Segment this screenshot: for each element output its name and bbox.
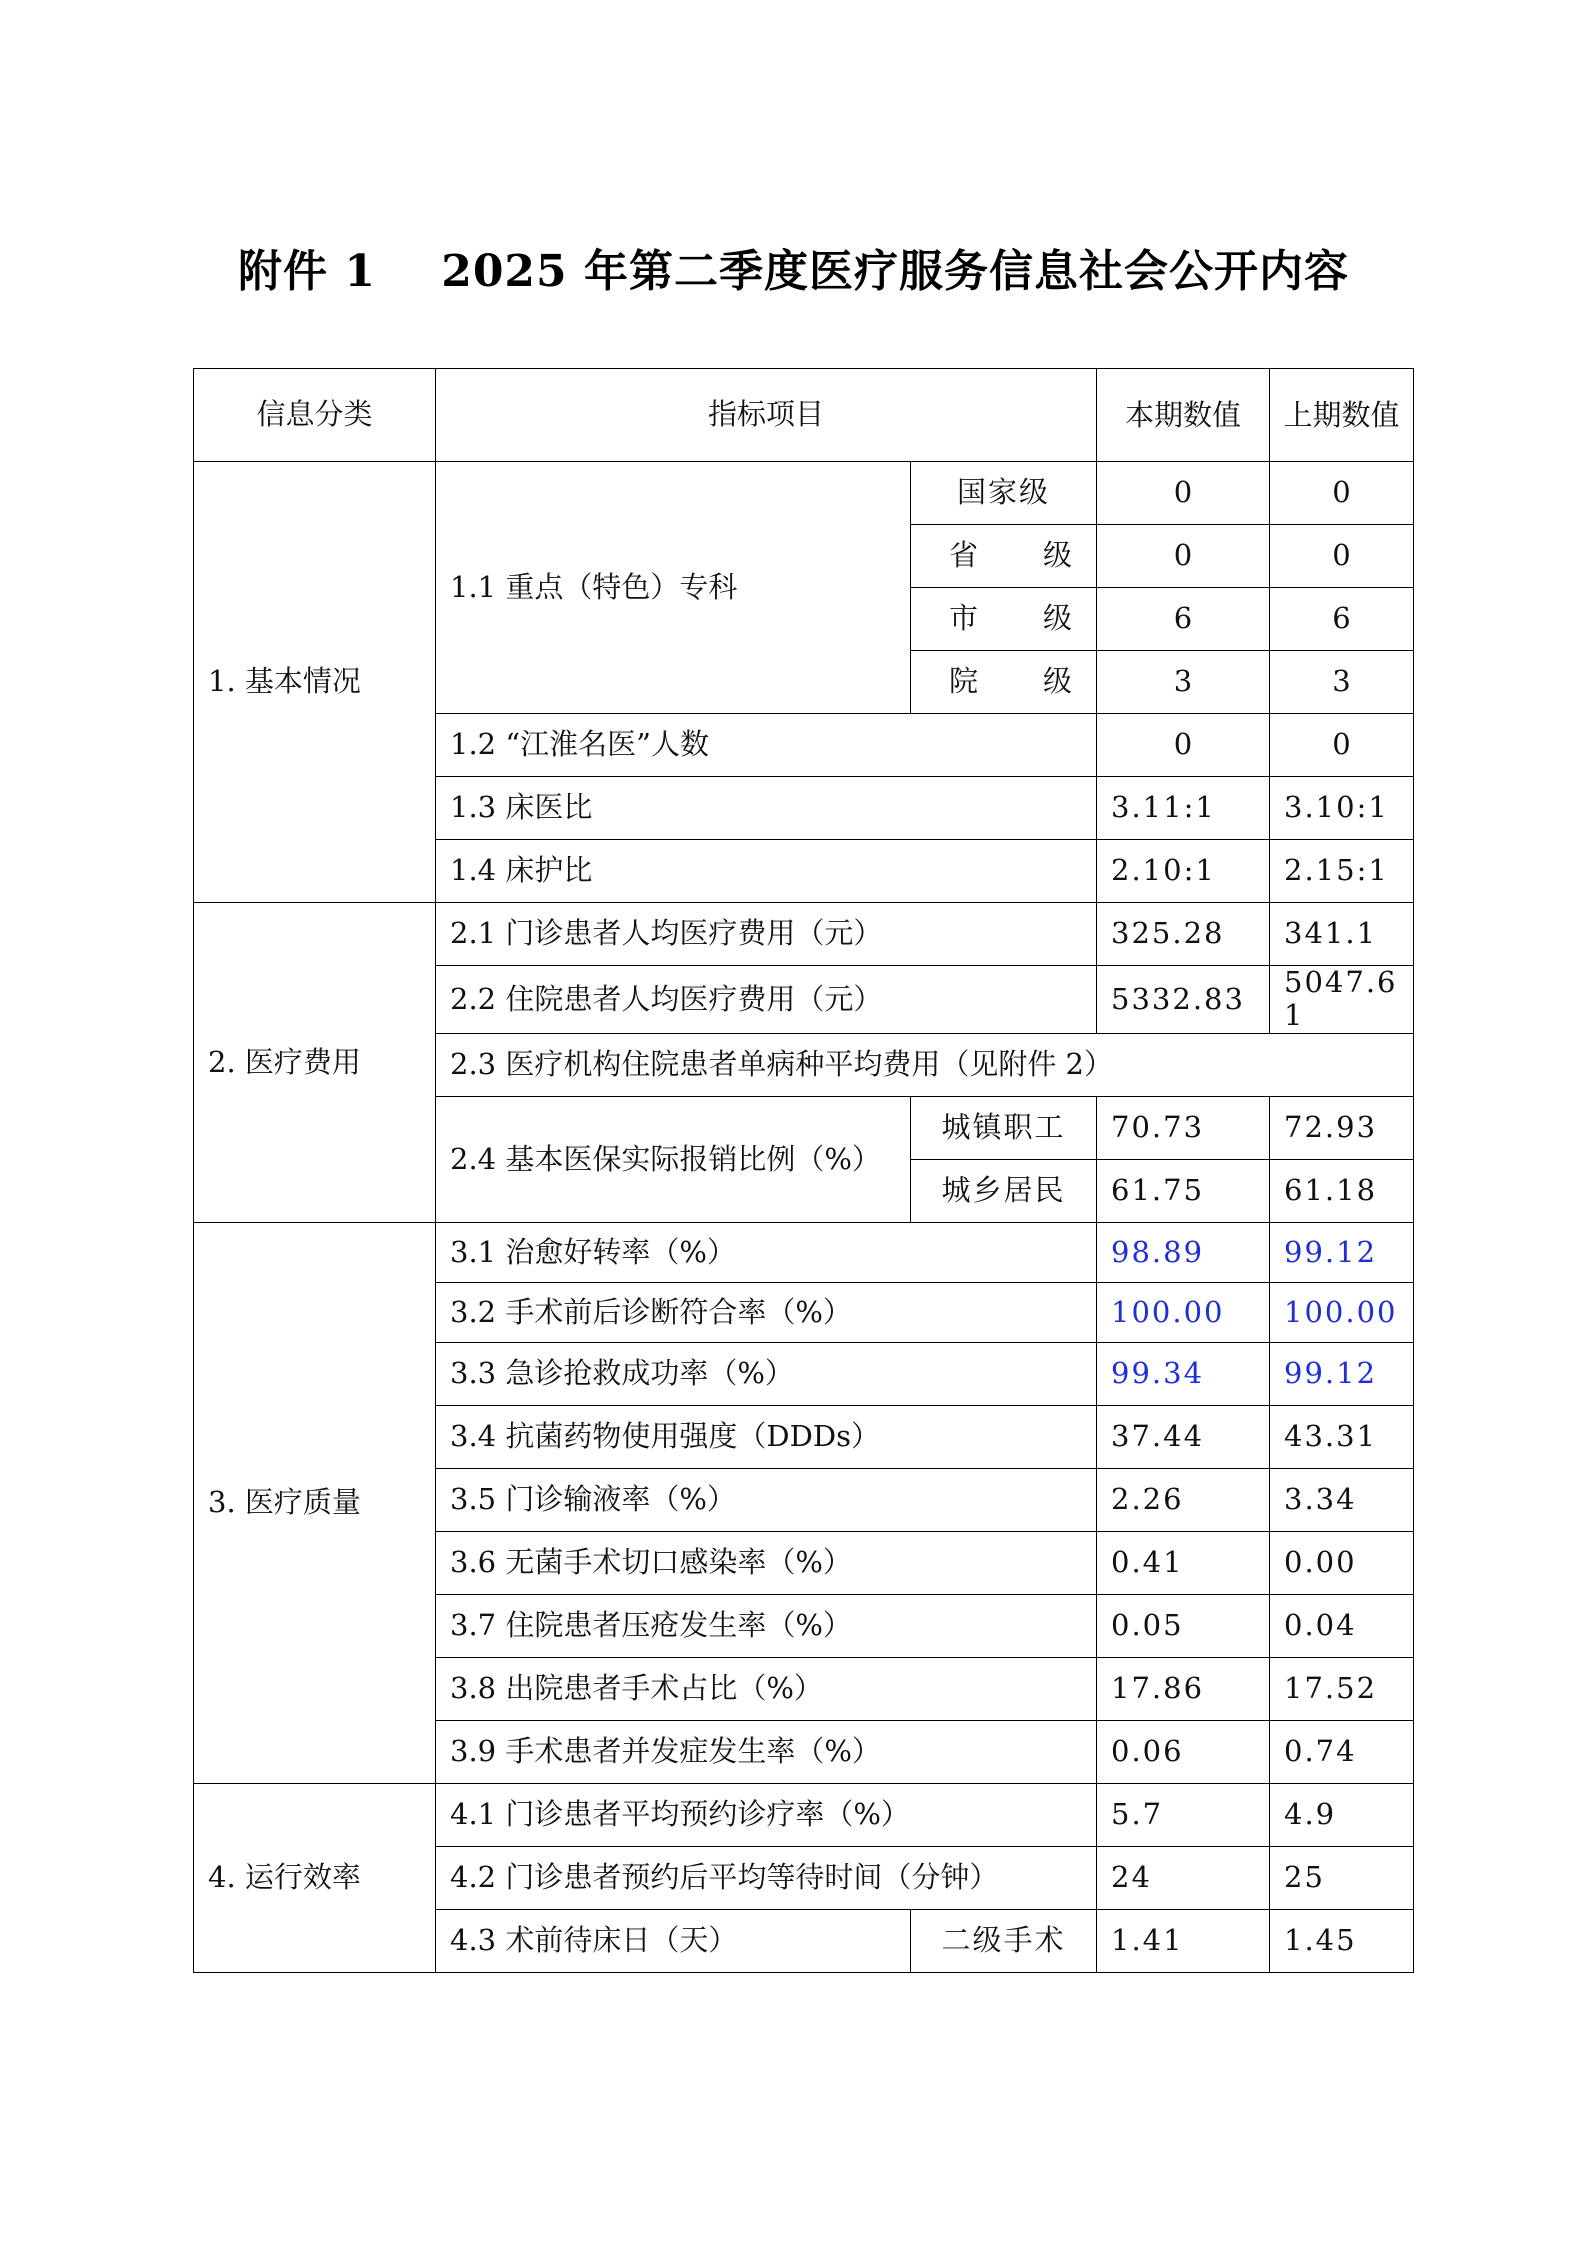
sub-label: 省 级 (911, 525, 1097, 588)
sub-label: 城镇职工 (911, 1096, 1097, 1159)
section-efficiency: 4. 运行效率 (194, 1783, 436, 1972)
current-value: 61.75 (1097, 1159, 1270, 1222)
previous-value: 61.18 (1270, 1159, 1414, 1222)
current-value: 99.34 (1097, 1342, 1270, 1405)
row-label: 2.1 门诊患者人均医疗费用（元） (436, 903, 1097, 966)
row-label: 3.3 急诊抢救成功率（%） (436, 1342, 1097, 1405)
row-label: 4.2 门诊患者预约后平均等待时间（分钟） (436, 1846, 1097, 1909)
sub-label: 城乡居民 (911, 1159, 1097, 1222)
previous-value: 43.31 (1270, 1405, 1414, 1468)
previous-value: 3.34 (1270, 1468, 1414, 1531)
row-label: 1.2 “江淮名医”人数 (436, 714, 1097, 777)
section-basic: 1. 基本情况 (194, 462, 436, 903)
current-value: 0 (1097, 525, 1270, 588)
row-label: 1.3 床医比 (436, 777, 1097, 840)
page-title: 附件 1 2025 年第二季度医疗服务信息社会公开内容 (238, 246, 1349, 297)
row-label: 3.4 抗菌药物使用强度（DDDs） (436, 1405, 1097, 1468)
previous-value: 0.00 (1270, 1531, 1414, 1594)
previous-value: 4.9 (1270, 1783, 1414, 1846)
previous-value: 5047.61 (1270, 966, 1414, 1034)
current-value: 0 (1097, 714, 1270, 777)
sub-label: 二级手术 (911, 1909, 1097, 1972)
previous-value: 0.74 (1270, 1720, 1414, 1783)
current-value: 6 (1097, 588, 1270, 651)
row-label: 3.7 住院患者压疮发生率（%） (436, 1594, 1097, 1657)
previous-value: 3 (1270, 651, 1414, 714)
sub-label: 院 级 (911, 651, 1097, 714)
previous-value: 100.00 (1270, 1282, 1414, 1342)
row-label: 2.4 基本医保实际报销比例（%） (436, 1096, 911, 1222)
previous-value: 0.04 (1270, 1594, 1414, 1657)
row-label: 3.2 手术前后诊断符合率（%） (436, 1282, 1097, 1342)
current-value: 0 (1097, 462, 1270, 525)
current-value: 17.86 (1097, 1657, 1270, 1720)
previous-value: 0 (1270, 462, 1414, 525)
current-value: 98.89 (1097, 1222, 1270, 1282)
section-cost: 2. 医疗费用 (194, 903, 436, 1223)
current-value: 2.10:1 (1097, 840, 1270, 903)
row-label: 1.4 床护比 (436, 840, 1097, 903)
section-quality: 3. 医疗质量 (194, 1222, 436, 1783)
header-row (194, 369, 1414, 462)
row-label: 1.1 重点（特色）专科 (436, 462, 911, 714)
table-row (194, 1783, 1414, 1846)
current-value: 0.06 (1097, 1720, 1270, 1783)
table-row (194, 1222, 1414, 1282)
current-value: 70.73 (1097, 1096, 1270, 1159)
row-label: 3.9 手术患者并发症发生率（%） (436, 1720, 1097, 1783)
row-label: 2.2 住院患者人均医疗费用（元） (436, 966, 1097, 1034)
previous-value: 99.12 (1270, 1222, 1414, 1282)
row-label: 2.3 医疗机构住院患者单病种平均费用（见附件 2） (436, 1033, 1414, 1096)
previous-value: 25 (1270, 1846, 1414, 1909)
previous-value: 99.12 (1270, 1342, 1414, 1405)
sub-label: 国家级 (911, 462, 1097, 525)
previous-value: 341.1 (1270, 903, 1414, 966)
header-current: 本期数值 (1097, 369, 1270, 462)
info-table (193, 368, 1414, 1973)
row-label: 4.1 门诊患者平均预约诊疗率（%） (436, 1783, 1097, 1846)
row-label: 3.6 无菌手术切口感染率（%） (436, 1531, 1097, 1594)
current-value: 5332.83 (1097, 966, 1270, 1034)
table-row (194, 903, 1414, 966)
current-value: 5.7 (1097, 1783, 1270, 1846)
row-label: 4.3 术前待床日（天） (436, 1909, 911, 1972)
header-previous: 上期数值 (1270, 369, 1414, 462)
current-value: 0.41 (1097, 1531, 1270, 1594)
header-item: 指标项目 (436, 369, 1097, 462)
current-value: 3.11:1 (1097, 777, 1270, 840)
current-value: 37.44 (1097, 1405, 1270, 1468)
current-value: 24 (1097, 1846, 1270, 1909)
row-label: 3.1 治愈好转率（%） (436, 1222, 1097, 1282)
current-value: 100.00 (1097, 1282, 1270, 1342)
previous-value: 1.45 (1270, 1909, 1414, 1972)
sub-label: 市 级 (911, 588, 1097, 651)
previous-value: 6 (1270, 588, 1414, 651)
current-value: 0.05 (1097, 1594, 1270, 1657)
previous-value: 0 (1270, 525, 1414, 588)
current-value: 1.41 (1097, 1909, 1270, 1972)
row-label: 3.8 出院患者手术占比（%） (436, 1657, 1097, 1720)
row-label: 3.5 门诊输液率（%） (436, 1468, 1097, 1531)
previous-value: 72.93 (1270, 1096, 1414, 1159)
current-value: 325.28 (1097, 903, 1270, 966)
previous-value: 2.15:1 (1270, 840, 1414, 903)
previous-value: 17.52 (1270, 1657, 1414, 1720)
current-value: 3 (1097, 651, 1270, 714)
previous-value: 0 (1270, 714, 1414, 777)
previous-value: 3.10:1 (1270, 777, 1414, 840)
current-value: 2.26 (1097, 1468, 1270, 1531)
table-row (194, 462, 1414, 525)
header-category: 信息分类 (194, 369, 436, 462)
